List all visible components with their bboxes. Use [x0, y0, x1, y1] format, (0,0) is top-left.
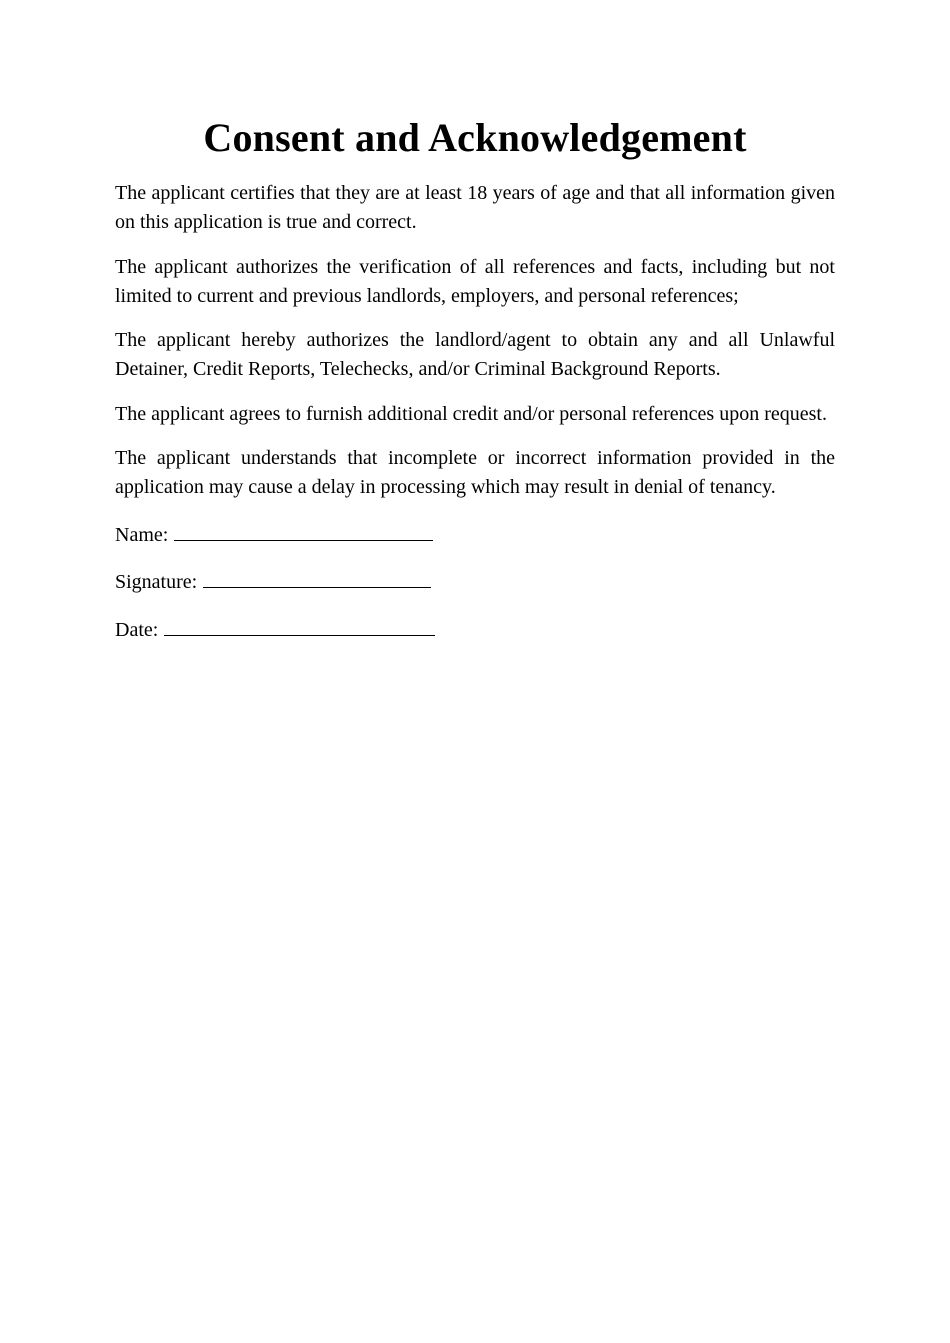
paragraph-age-certification: The applicant certifies that they are at least 18 years of age and that all information given on this application is true and correct. [115, 182, 835, 233]
paragraph-reports-authorization: The applicant hereby authorizes the landlord/agent to obtain any and all Unlawful Detainer, Credit Reports, Telechecks, and/or Criminal Background Reports. [115, 329, 835, 380]
date-field [115, 613, 835, 645]
page-title: Consent and Acknowledgement [203, 115, 747, 160]
paragraph-incomplete-information: The applicant understands that incomplete or incorrect information provided in the application may cause a delay in processing which may result in denial of tenancy. [115, 447, 835, 498]
signature-field [115, 565, 835, 597]
paragraph-verification-authorization: The applicant authorizes the verification of all references and facts, including but not limited to current and previous landlords, employers, and personal references; [115, 255, 835, 307]
document-content [115, 114, 835, 660]
name-field [115, 518, 835, 550]
signature-blank-line[interactable] [203, 565, 431, 588]
date-label: Date: [115, 618, 159, 641]
name-label: Name: [115, 523, 169, 546]
signature-label: Signature: [115, 571, 198, 593]
paragraph-additional-references: The applicant agrees to furnish additional credit and/or personal references upon request. [115, 402, 827, 425]
date-blank-line[interactable] [164, 613, 435, 636]
name-blank-line[interactable] [174, 518, 433, 541]
